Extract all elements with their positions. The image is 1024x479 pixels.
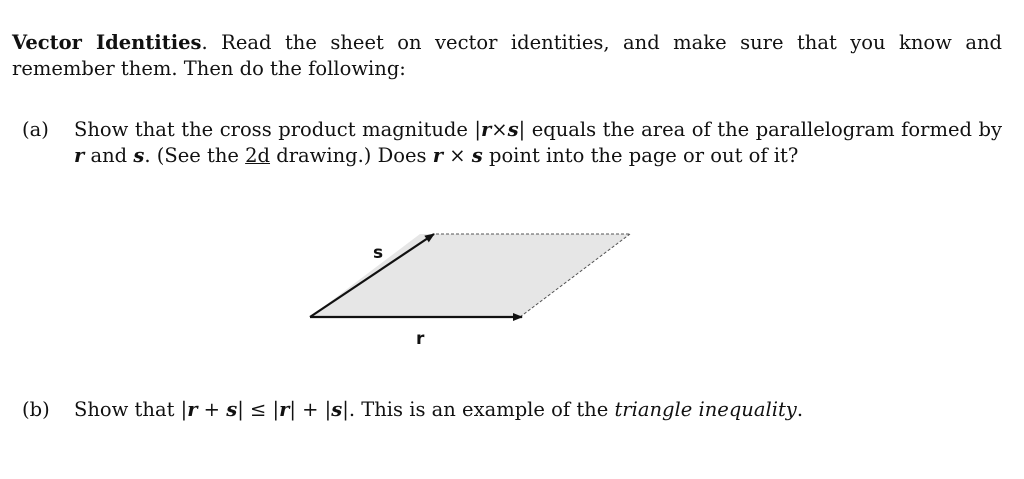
- vector-s: s: [331, 398, 343, 421]
- parallelogram-shading: [310, 234, 630, 317]
- vector-s: s: [226, 398, 238, 421]
- plus-symbol: +: [197, 398, 227, 421]
- text-run: Show that the cross product magnitude |: [74, 118, 481, 141]
- vector-r: r: [481, 118, 492, 141]
- vector-s: s: [507, 118, 519, 141]
- text-run: |. This is an example of the: [342, 398, 615, 421]
- parallelogram-figure: [290, 225, 650, 355]
- item-a-label: (a): [22, 118, 49, 141]
- label-r: r: [416, 329, 425, 349]
- link-2d[interactable]: 2d: [245, 144, 271, 167]
- text-run: | equals the area of the parallelogram formed by: [518, 118, 1002, 141]
- vector-r: r: [187, 398, 198, 421]
- text-run: Show that |: [74, 398, 188, 421]
- triangle-inequality-term: triangle inequality: [614, 398, 797, 421]
- item-a-text: [74, 117, 1002, 169]
- label-s: s: [373, 243, 384, 263]
- text-run: | ≤ |: [237, 398, 280, 421]
- text-run: and: [84, 144, 134, 167]
- vector-s: s: [133, 144, 145, 167]
- text-run: | + |: [289, 398, 332, 421]
- vector-r: r: [279, 398, 290, 421]
- vector-r: r: [432, 144, 444, 167]
- text-run: point into the page or out of it?: [482, 144, 799, 167]
- cross-symbol: ×: [491, 118, 508, 141]
- intro-paragraph: [12, 30, 1002, 82]
- text-run: drawing.) Does: [270, 144, 433, 167]
- vector-s: s: [471, 144, 483, 167]
- text-run: .: [796, 398, 804, 421]
- intro-text: . Read the sheet on vector identities, and make sure that you know and remember them. Then do the following:: [12, 31, 1002, 80]
- text-run: . (See the: [144, 144, 246, 167]
- item-b-label: (b): [22, 398, 50, 421]
- vector-r: r: [74, 144, 85, 167]
- item-b-text: [74, 397, 803, 423]
- cross-symbol: ×: [443, 144, 472, 167]
- section-title: Vector Identities: [12, 31, 202, 54]
